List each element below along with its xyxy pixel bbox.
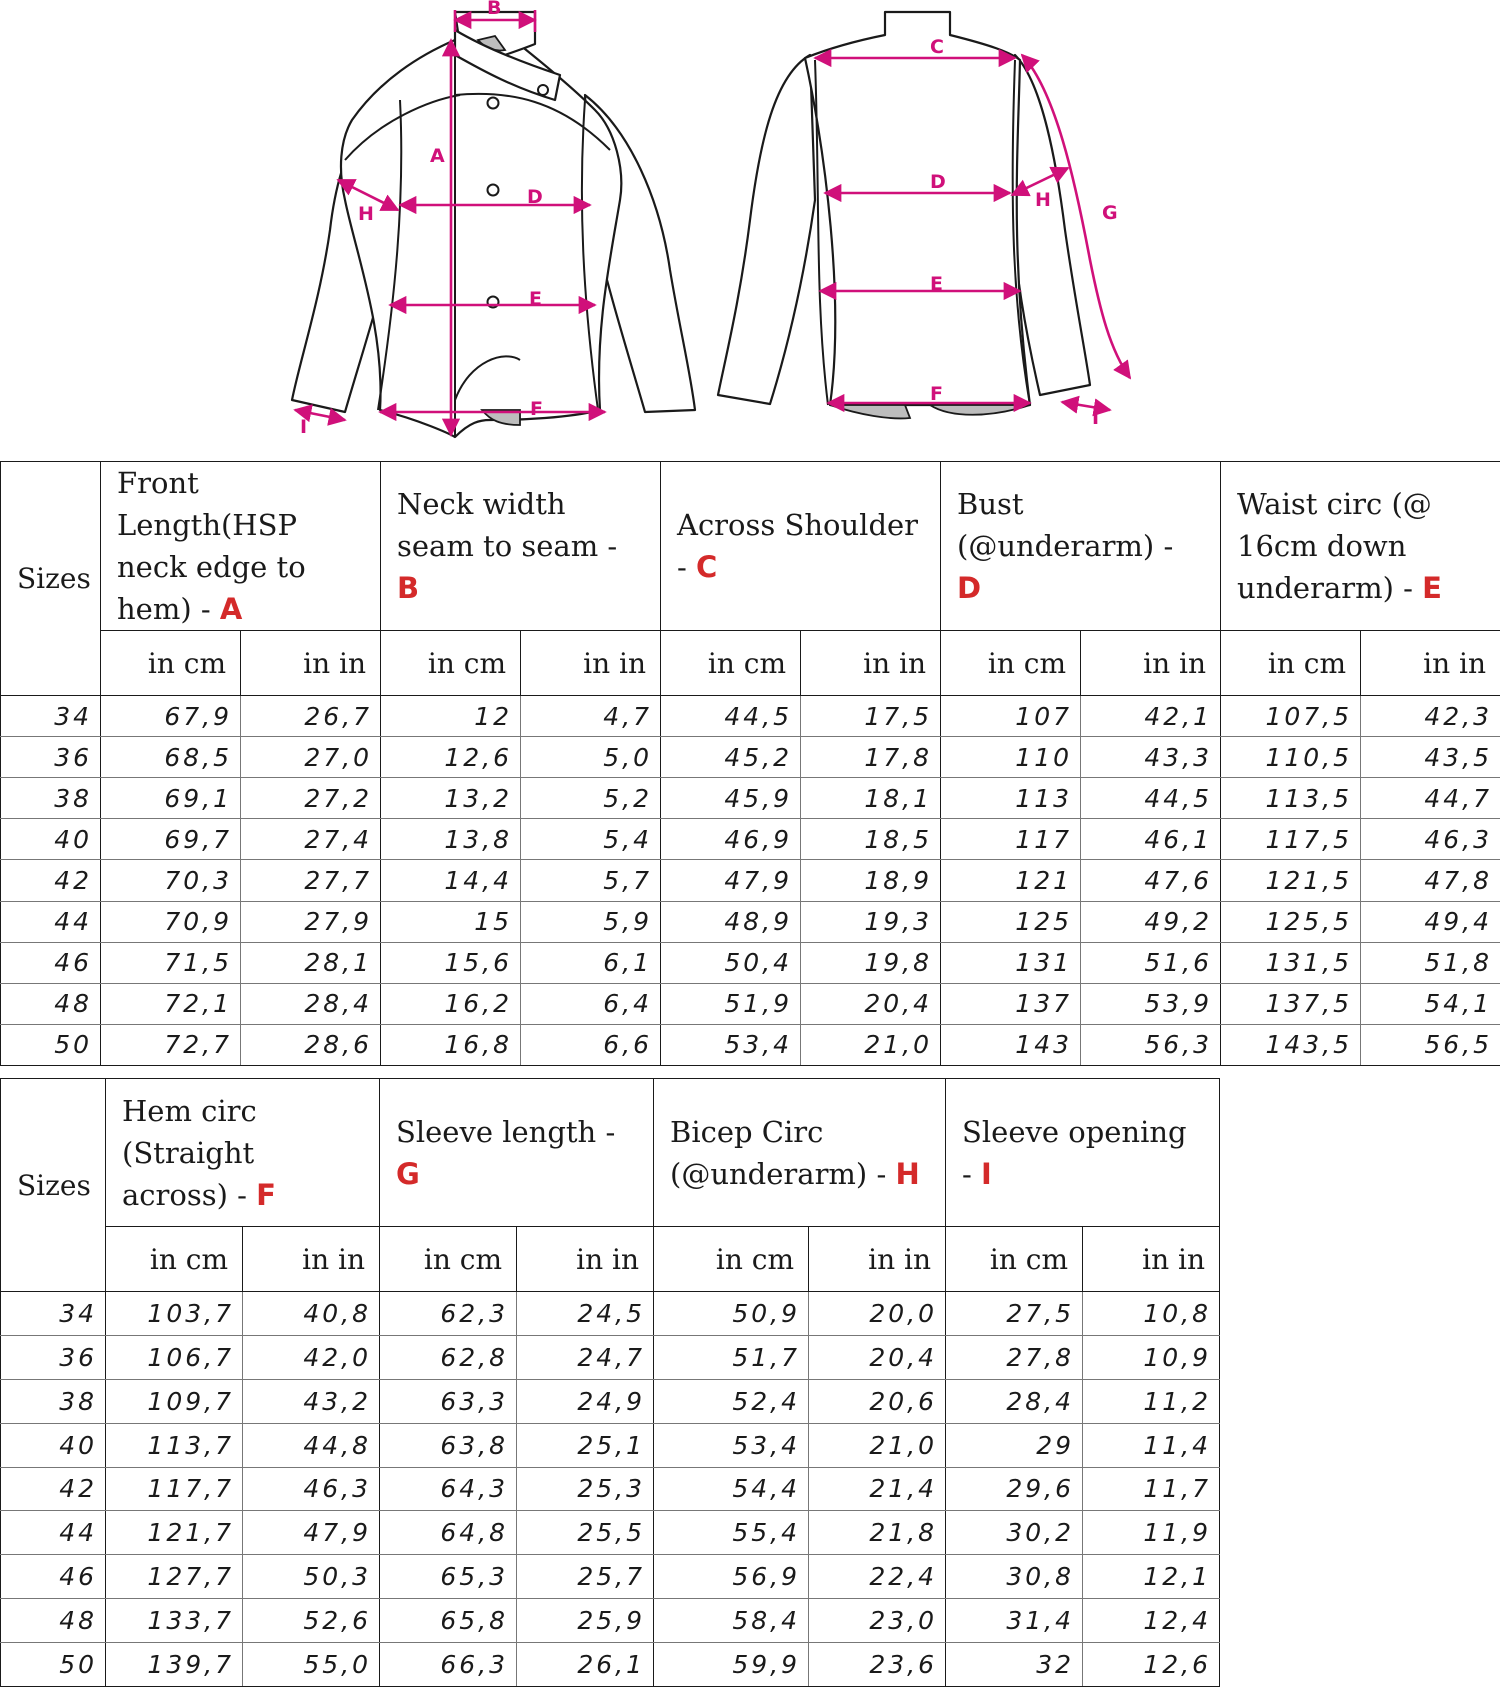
unit-header-in: in in	[1361, 631, 1500, 696]
sizes-header: Sizes	[1, 462, 101, 696]
label-h-back: H	[1035, 189, 1051, 211]
group-letter: F	[256, 1177, 276, 1212]
value-cell-cm: 51,7	[654, 1335, 809, 1379]
value-cell-in: 27,7	[241, 860, 381, 901]
unit-header-cm: in cm	[106, 1227, 243, 1292]
table-row	[1, 1335, 1220, 1379]
value-cell-cm: 15,6	[381, 942, 521, 983]
unit-header-in: in in	[521, 631, 661, 696]
table-row	[1, 696, 1500, 737]
value-cell-in: 56,5	[1361, 1024, 1500, 1065]
value-cell-in: 49,2	[1081, 901, 1221, 942]
value-cell-cm: 53,4	[654, 1423, 809, 1467]
label-i-front: I	[300, 416, 308, 438]
unit-header-cm: in cm	[380, 1227, 517, 1292]
value-cell-cm: 131	[941, 942, 1081, 983]
value-cell-cm: 29,6	[946, 1467, 1083, 1511]
label-g: G	[1102, 202, 1118, 224]
value-cell-in: 25,5	[517, 1511, 654, 1555]
value-cell-cm: 13,2	[381, 778, 521, 819]
value-cell-cm: 121	[941, 860, 1081, 901]
value-cell-cm: 131,5	[1221, 942, 1361, 983]
value-cell-in: 10,9	[1083, 1335, 1220, 1379]
unit-header-in: in in	[243, 1227, 380, 1292]
value-cell-in: 46,3	[1361, 819, 1500, 860]
group-header-g	[380, 1079, 654, 1227]
value-cell-cm: 48,9	[661, 901, 801, 942]
group-letter: H	[895, 1156, 920, 1191]
group-title: Sleeve length -	[396, 1114, 616, 1149]
group-header-d	[941, 462, 1221, 631]
value-cell-cm: 50,4	[661, 942, 801, 983]
size-cell: 40	[1, 1423, 106, 1467]
value-cell-in: 21,4	[809, 1467, 946, 1511]
label-d-front: D	[527, 186, 543, 208]
size-cell: 34	[1, 1292, 106, 1336]
value-cell-cm: 113	[941, 778, 1081, 819]
value-cell-in: 44,7	[1361, 778, 1500, 819]
size-cell: 48	[1, 983, 101, 1024]
label-f-front: F	[530, 398, 543, 420]
table-row	[1, 860, 1500, 901]
table-row	[1, 737, 1500, 778]
size-chart-table-2	[0, 1078, 1220, 1687]
value-cell-cm: 44,5	[661, 696, 801, 737]
value-cell-in: 51,8	[1361, 942, 1500, 983]
unit-header-cm: in cm	[1221, 631, 1361, 696]
sizes-header: Sizes	[1, 1079, 106, 1292]
value-cell-cm: 12	[381, 696, 521, 737]
value-cell-in: 11,4	[1083, 1423, 1220, 1467]
size-cell: 38	[1, 1379, 106, 1423]
value-cell-in: 54,1	[1361, 983, 1500, 1024]
value-cell-cm: 65,3	[380, 1555, 517, 1599]
group-letter: B	[397, 571, 420, 605]
value-cell-cm: 56,9	[654, 1555, 809, 1599]
value-cell-in: 6,6	[521, 1024, 661, 1065]
value-cell-in: 12,6	[1083, 1643, 1220, 1687]
value-cell-cm: 63,3	[380, 1379, 517, 1423]
label-c: C	[930, 36, 944, 58]
value-cell-in: 50,3	[243, 1555, 380, 1599]
value-cell-cm: 55,4	[654, 1511, 809, 1555]
value-cell-cm: 72,7	[101, 1024, 241, 1065]
label-a: A	[430, 145, 445, 167]
group-header-i	[946, 1079, 1220, 1227]
value-cell-in: 44,5	[1081, 778, 1221, 819]
value-cell-in: 18,1	[801, 778, 941, 819]
size-cell: 50	[1, 1024, 101, 1065]
group-letter: E	[1422, 571, 1442, 605]
unit-header-in: in in	[801, 631, 941, 696]
value-cell-in: 46,3	[243, 1467, 380, 1511]
table-row	[1, 1024, 1500, 1065]
table-row	[1, 1643, 1220, 1687]
unit-header-in: in in	[1081, 631, 1221, 696]
value-cell-in: 49,4	[1361, 901, 1500, 942]
value-cell-cm: 133,7	[106, 1599, 243, 1643]
value-cell-in: 20,6	[809, 1379, 946, 1423]
size-cell: 44	[1, 1511, 106, 1555]
unit-header-cm: in cm	[941, 631, 1081, 696]
value-cell-in: 44,8	[243, 1423, 380, 1467]
value-cell-cm: 72,1	[101, 983, 241, 1024]
size-cell: 48	[1, 1599, 106, 1643]
value-cell-cm: 27,8	[946, 1335, 1083, 1379]
group-title: Neck width seam to seam -	[397, 487, 618, 563]
group-letter: A	[219, 592, 243, 626]
value-cell-in: 53,9	[1081, 983, 1221, 1024]
value-cell-cm: 71,5	[101, 942, 241, 983]
value-cell-in: 47,6	[1081, 860, 1221, 901]
value-cell-in: 26,7	[241, 696, 381, 737]
value-cell-in: 25,7	[517, 1555, 654, 1599]
value-cell-cm: 15	[381, 901, 521, 942]
size-cell: 38	[1, 778, 101, 819]
label-b: B	[487, 0, 502, 19]
value-cell-in: 4,7	[521, 696, 661, 737]
value-cell-cm: 137,5	[1221, 983, 1361, 1024]
value-cell-in: 28,1	[241, 942, 381, 983]
front-jacket-sketch	[292, 12, 695, 437]
size-cell: 40	[1, 819, 101, 860]
size-cell: 46	[1, 1555, 106, 1599]
value-cell-cm: 65,8	[380, 1599, 517, 1643]
unit-header-cm: in cm	[654, 1227, 809, 1292]
group-header-e	[1221, 462, 1500, 631]
value-cell-in: 47,8	[1361, 860, 1500, 901]
value-cell-in: 42,1	[1081, 696, 1221, 737]
size-chart-table-1	[0, 461, 1500, 1066]
value-cell-cm: 14,4	[381, 860, 521, 901]
value-cell-cm: 54,4	[654, 1467, 809, 1511]
value-cell-in: 5,0	[521, 737, 661, 778]
group-header-a	[101, 462, 381, 631]
value-cell-cm: 63,8	[380, 1423, 517, 1467]
table-2-body	[1, 1292, 1220, 1687]
group-title: Hem circ (Straight across) -	[122, 1093, 257, 1212]
value-cell-cm: 62,3	[380, 1292, 517, 1336]
value-cell-cm: 45,9	[661, 778, 801, 819]
value-cell-cm: 113,7	[106, 1423, 243, 1467]
group-letter: I	[981, 1156, 992, 1191]
table-row	[1, 901, 1500, 942]
value-cell-in: 17,8	[801, 737, 941, 778]
value-cell-cm: 143	[941, 1024, 1081, 1065]
value-cell-in: 18,5	[801, 819, 941, 860]
value-cell-in: 5,9	[521, 901, 661, 942]
value-cell-cm: 16,2	[381, 983, 521, 1024]
group-title: Bust (@underarm) -	[957, 487, 1174, 563]
value-cell-in: 47,9	[243, 1511, 380, 1555]
value-cell-in: 42,3	[1361, 696, 1500, 737]
value-cell-in: 19,3	[801, 901, 941, 942]
group-header-h	[654, 1079, 946, 1227]
value-cell-in: 5,2	[521, 778, 661, 819]
value-cell-in: 25,1	[517, 1423, 654, 1467]
value-cell-cm: 59,9	[654, 1643, 809, 1687]
value-cell-in: 21,8	[809, 1511, 946, 1555]
size-cell: 46	[1, 942, 101, 983]
size-cell: 34	[1, 696, 101, 737]
value-cell-cm: 58,4	[654, 1599, 809, 1643]
value-cell-in: 52,6	[243, 1599, 380, 1643]
value-cell-cm: 137	[941, 983, 1081, 1024]
value-cell-cm: 52,4	[654, 1379, 809, 1423]
table-row	[1, 778, 1500, 819]
group-title: Waist circ (@ 16cm down underarm) -	[1237, 487, 1432, 605]
value-cell-in: 5,4	[521, 819, 661, 860]
size-cell: 36	[1, 737, 101, 778]
value-cell-cm: 121,5	[1221, 860, 1361, 901]
group-title: Bicep Circ (@underarm) -	[670, 1114, 887, 1191]
size-cell: 42	[1, 1467, 106, 1511]
unit-header-in: in in	[1083, 1227, 1220, 1292]
value-cell-cm: 109,7	[106, 1379, 243, 1423]
value-cell-cm: 107	[941, 696, 1081, 737]
value-cell-cm: 69,7	[101, 819, 241, 860]
value-cell-in: 56,3	[1081, 1024, 1221, 1065]
value-cell-cm: 32	[946, 1643, 1083, 1687]
value-cell-cm: 113,5	[1221, 778, 1361, 819]
value-cell-in: 19,8	[801, 942, 941, 983]
unit-header-in: in in	[241, 631, 381, 696]
value-cell-cm: 67,9	[101, 696, 241, 737]
label-i-back: I	[1092, 407, 1100, 429]
unit-header-in: in in	[809, 1227, 946, 1292]
value-cell-cm: 125,5	[1221, 901, 1361, 942]
value-cell-in: 28,6	[241, 1024, 381, 1065]
value-cell-in: 27,0	[241, 737, 381, 778]
group-title: Front Length(HSP neck edge to hem) -	[117, 466, 306, 626]
value-cell-in: 25,9	[517, 1599, 654, 1643]
value-cell-cm: 28,4	[946, 1379, 1083, 1423]
group-title: Sleeve opening -	[962, 1114, 1187, 1191]
size-cell: 44	[1, 901, 101, 942]
unit-header-cm: in cm	[101, 631, 241, 696]
value-cell-in: 25,3	[517, 1467, 654, 1511]
group-header-b	[381, 462, 661, 631]
value-cell-in: 20,4	[809, 1335, 946, 1379]
table-row	[1, 1599, 1220, 1643]
value-cell-cm: 103,7	[106, 1292, 243, 1336]
table-row	[1, 1379, 1220, 1423]
table-row	[1, 819, 1500, 860]
value-cell-cm: 139,7	[106, 1643, 243, 1687]
value-cell-in: 11,9	[1083, 1511, 1220, 1555]
value-cell-cm: 110,5	[1221, 737, 1361, 778]
unit-header-cm: in cm	[381, 631, 521, 696]
value-cell-in: 17,5	[801, 696, 941, 737]
value-cell-in: 21,0	[809, 1423, 946, 1467]
value-cell-in: 24,9	[517, 1379, 654, 1423]
unit-header-cm: in cm	[946, 1227, 1083, 1292]
value-cell-cm: 127,7	[106, 1555, 243, 1599]
value-cell-in: 5,7	[521, 860, 661, 901]
value-cell-in: 22,4	[809, 1555, 946, 1599]
value-cell-in: 20,0	[809, 1292, 946, 1336]
table-row	[1, 1555, 1220, 1599]
value-cell-cm: 30,2	[946, 1511, 1083, 1555]
value-cell-cm: 143,5	[1221, 1024, 1361, 1065]
group-letter: D	[957, 571, 982, 605]
table-row	[1, 983, 1500, 1024]
table-row	[1, 1511, 1220, 1555]
value-cell-cm: 117,7	[106, 1467, 243, 1511]
value-cell-in: 55,0	[243, 1643, 380, 1687]
value-cell-in: 51,6	[1081, 942, 1221, 983]
value-cell-cm: 64,3	[380, 1467, 517, 1511]
value-cell-cm: 106,7	[106, 1335, 243, 1379]
group-letter: G	[396, 1156, 420, 1191]
value-cell-cm: 45,2	[661, 737, 801, 778]
value-cell-cm: 121,7	[106, 1511, 243, 1555]
value-cell-cm: 70,9	[101, 901, 241, 942]
value-cell-cm: 66,3	[380, 1643, 517, 1687]
group-letter: C	[696, 550, 718, 584]
group-header-c	[661, 462, 941, 631]
value-cell-cm: 53,4	[661, 1024, 801, 1065]
value-cell-cm: 68,5	[101, 737, 241, 778]
value-cell-in: 18,9	[801, 860, 941, 901]
value-cell-in: 11,7	[1083, 1467, 1220, 1511]
label-f-back: F	[930, 383, 943, 405]
table-1-body	[1, 696, 1500, 1066]
value-cell-in: 27,2	[241, 778, 381, 819]
value-cell-cm: 13,8	[381, 819, 521, 860]
value-cell-in: 27,9	[241, 901, 381, 942]
value-cell-cm: 12,6	[381, 737, 521, 778]
value-cell-cm: 29	[946, 1423, 1083, 1467]
size-cell: 42	[1, 860, 101, 901]
value-cell-in: 23,0	[809, 1599, 946, 1643]
label-d-back: D	[930, 171, 946, 193]
value-cell-in: 12,1	[1083, 1555, 1220, 1599]
value-cell-in: 42,0	[243, 1335, 380, 1379]
table-row	[1, 942, 1500, 983]
table-row	[1, 1292, 1220, 1336]
value-cell-in: 28,4	[241, 983, 381, 1024]
value-cell-in: 27,4	[241, 819, 381, 860]
value-cell-in: 6,1	[521, 942, 661, 983]
label-h-front: H	[358, 203, 374, 225]
value-cell-in: 40,8	[243, 1292, 380, 1336]
value-cell-cm: 117,5	[1221, 819, 1361, 860]
value-cell-in: 23,6	[809, 1643, 946, 1687]
unit-header-cm: in cm	[661, 631, 801, 696]
value-cell-cm: 62,8	[380, 1335, 517, 1379]
value-cell-cm: 50,9	[654, 1292, 809, 1336]
value-cell-cm: 117	[941, 819, 1081, 860]
value-cell-cm: 107,5	[1221, 696, 1361, 737]
table-row	[1, 1467, 1220, 1511]
value-cell-cm: 51,9	[661, 983, 801, 1024]
size-cell: 50	[1, 1643, 106, 1687]
unit-header-in: in in	[517, 1227, 654, 1292]
value-cell-cm: 70,3	[101, 860, 241, 901]
value-cell-in: 12,4	[1083, 1599, 1220, 1643]
measure-line-i-back	[1062, 402, 1110, 410]
label-e-front: E	[529, 288, 542, 310]
value-cell-cm: 110	[941, 737, 1081, 778]
value-cell-cm: 47,9	[661, 860, 801, 901]
value-cell-in: 46,1	[1081, 819, 1221, 860]
value-cell-in: 6,4	[521, 983, 661, 1024]
group-title: Across Shoulder -	[677, 508, 919, 584]
value-cell-cm: 16,8	[381, 1024, 521, 1065]
table-row	[1, 1423, 1220, 1467]
value-cell-in: 43,2	[243, 1379, 380, 1423]
value-cell-in: 43,5	[1361, 737, 1500, 778]
value-cell-in: 24,5	[517, 1292, 654, 1336]
value-cell-in: 21,0	[801, 1024, 941, 1065]
value-cell-cm: 27,5	[946, 1292, 1083, 1336]
measurement-diagram	[0, 0, 1500, 450]
value-cell-in: 43,3	[1081, 737, 1221, 778]
value-cell-cm: 46,9	[661, 819, 801, 860]
value-cell-in: 11,2	[1083, 1379, 1220, 1423]
value-cell-cm: 30,8	[946, 1555, 1083, 1599]
value-cell-in: 20,4	[801, 983, 941, 1024]
value-cell-in: 24,7	[517, 1335, 654, 1379]
group-header-f	[106, 1079, 380, 1227]
value-cell-in: 26,1	[517, 1643, 654, 1687]
value-cell-cm: 31,4	[946, 1599, 1083, 1643]
size-cell: 36	[1, 1335, 106, 1379]
value-cell-in: 10,8	[1083, 1292, 1220, 1336]
value-cell-cm: 125	[941, 901, 1081, 942]
value-cell-cm: 69,1	[101, 778, 241, 819]
label-e-back: E	[930, 273, 943, 295]
value-cell-cm: 64,8	[380, 1511, 517, 1555]
